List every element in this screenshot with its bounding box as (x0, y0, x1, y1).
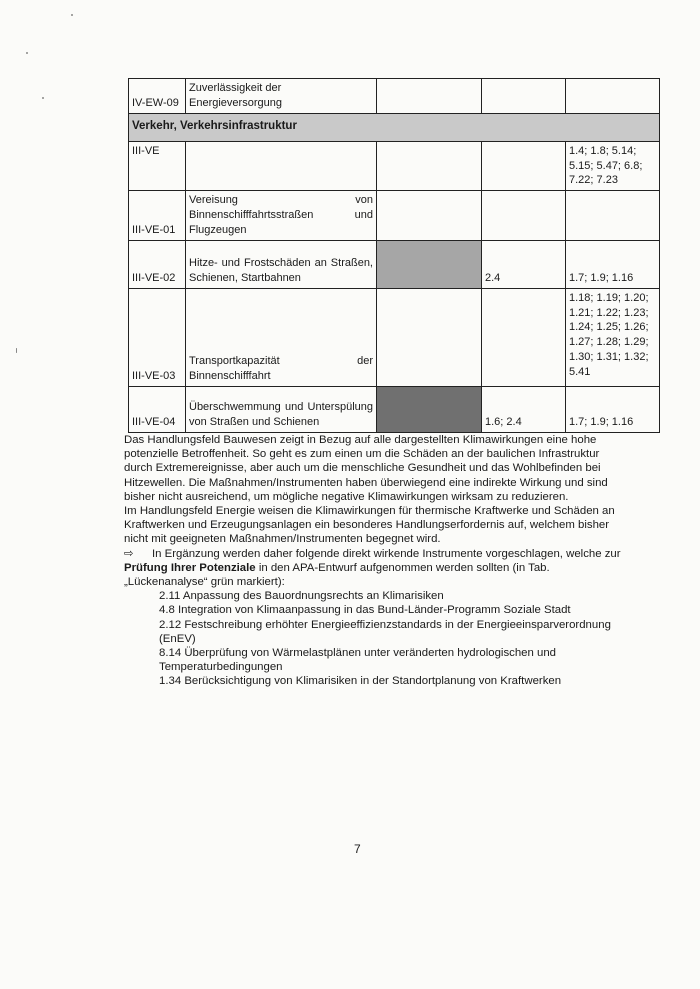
body-text (124, 433, 624, 689)
climate-impact-table (128, 78, 660, 433)
row-code: III-VE-01 (129, 191, 186, 241)
row-ref: 1.6; 2.4 (482, 386, 566, 432)
proposal-paragraph: ⇨ In Ergänzung werden daher folgende direkt wirkende Instrumente vorgeschlagen, welche zur Prüfung Ihrer Potenziale in den APA-Entwurf aufgenommen werden sollten (in Tab. „Lückenanalyse“ grün markiert): (124, 547, 621, 589)
row-code: III-VE (129, 141, 186, 191)
row-code: III-VE-04 (129, 386, 186, 432)
row-ref: 2.4 (482, 240, 566, 288)
list-item: 2.11 Anpassung des Bauordnungsrechts an Klimarisiken (159, 590, 444, 603)
table-row (129, 288, 660, 386)
row-description: Zuverlässigkeit der Energieversorgung (186, 79, 377, 114)
measures-list (159, 589, 624, 688)
scan-speck (71, 14, 73, 16)
row-code: III-VE-03 (129, 288, 186, 386)
section-title: Verkehr, Verkehrsinfrastruktur (129, 113, 660, 141)
row-measures: 1.4; 1.8; 5.14; 5.15; 5.47; 6.8; 7.22; 7.23 (566, 141, 660, 191)
section-header-row (129, 113, 660, 141)
row-measures: 1.7; 1.9; 1.16 (566, 386, 660, 432)
row-measures: 1.18; 1.19; 1.20; 1.21; 1.22; 1.23; 1.24; 1.25; 1.26; 1.27; 1.28; 1.29; 1.30; 1.31; 1.32; 5.41 (566, 288, 660, 386)
page-number: 7 (354, 842, 361, 856)
scan-speck (42, 97, 44, 99)
table-row (129, 386, 660, 432)
row-measures: 1.7; 1.9; 1.16 (566, 240, 660, 288)
row-code: IV-EW-09 (129, 79, 186, 114)
paragraph: Das Handlungsfeld Bauwesen zeigt in Bezug auf alle dargestellten Klimawirkungen eine hohe potenzielle Betroffenheit. So geht es zum einen um die Schäden an der baulichen Infrastruktur durch Extremereignisse, aber auch um die menschliche Gesundheit und das Wohlbefinden bei Hitzewellen. Die Maßnahmen/Instrumenten haben überwiegend eine indirekte Wirkung und sind bisher nicht ausreichend, um mögliche negative Klimawirkungen wirksam zu reduzieren. (124, 434, 608, 503)
row-description: Vereisung von Binnenschifffahrtsstraßen und Flugzeugen (186, 191, 377, 241)
table-row (129, 240, 660, 288)
row-description: Transportkapazität der Binnenschifffahrt (186, 288, 377, 386)
impact-shade-cell (377, 240, 482, 288)
list-item: 1.34 Berücksichtigung von Klimarisiken in der Standortplanung von Kraftwerken (159, 675, 562, 688)
scan-speck (26, 52, 28, 54)
list-item: 8.14 Überprüfung von Wärmelastplänen unter veränderten hydrologischen und Temperaturbedingungen (159, 647, 557, 674)
paragraph: Im Handlungsfeld Energie weisen die Klimawirkungen für thermische Kraftwerke und Schäden an Kraftwerken und Erzeugungsanlagen ein besonderes Handlungserfordernis auf, welchem bisher nicht mit geeigneten Maßnahmen/Instrumenten begegnet wird. (124, 505, 615, 546)
impact-shade-cell (377, 386, 482, 432)
row-code: III-VE-02 (129, 240, 186, 288)
list-item: 2.12 Festschreibung erhöhter Energieeffizienzstandards in der Energieeinsparverordnung (EnEV) (159, 618, 611, 645)
scan-speck (16, 348, 17, 353)
table-row (129, 79, 660, 114)
proposal-emphasis: Prüfung Ihrer Potenziale (124, 561, 256, 574)
table-row (129, 191, 660, 241)
row-description: Hitze- und Frostschäden an Straßen, Schienen, Startbahnen (186, 240, 377, 288)
table-row (129, 141, 660, 191)
list-item: 4.8 Integration von Klimaanpassung in das Bund-Länder-Programm Soziale Stadt (159, 604, 571, 617)
arrow-right-icon: ⇨ (124, 547, 134, 560)
row-description: Überschwemmung und Unterspülung von Straßen und Schienen (186, 386, 377, 432)
